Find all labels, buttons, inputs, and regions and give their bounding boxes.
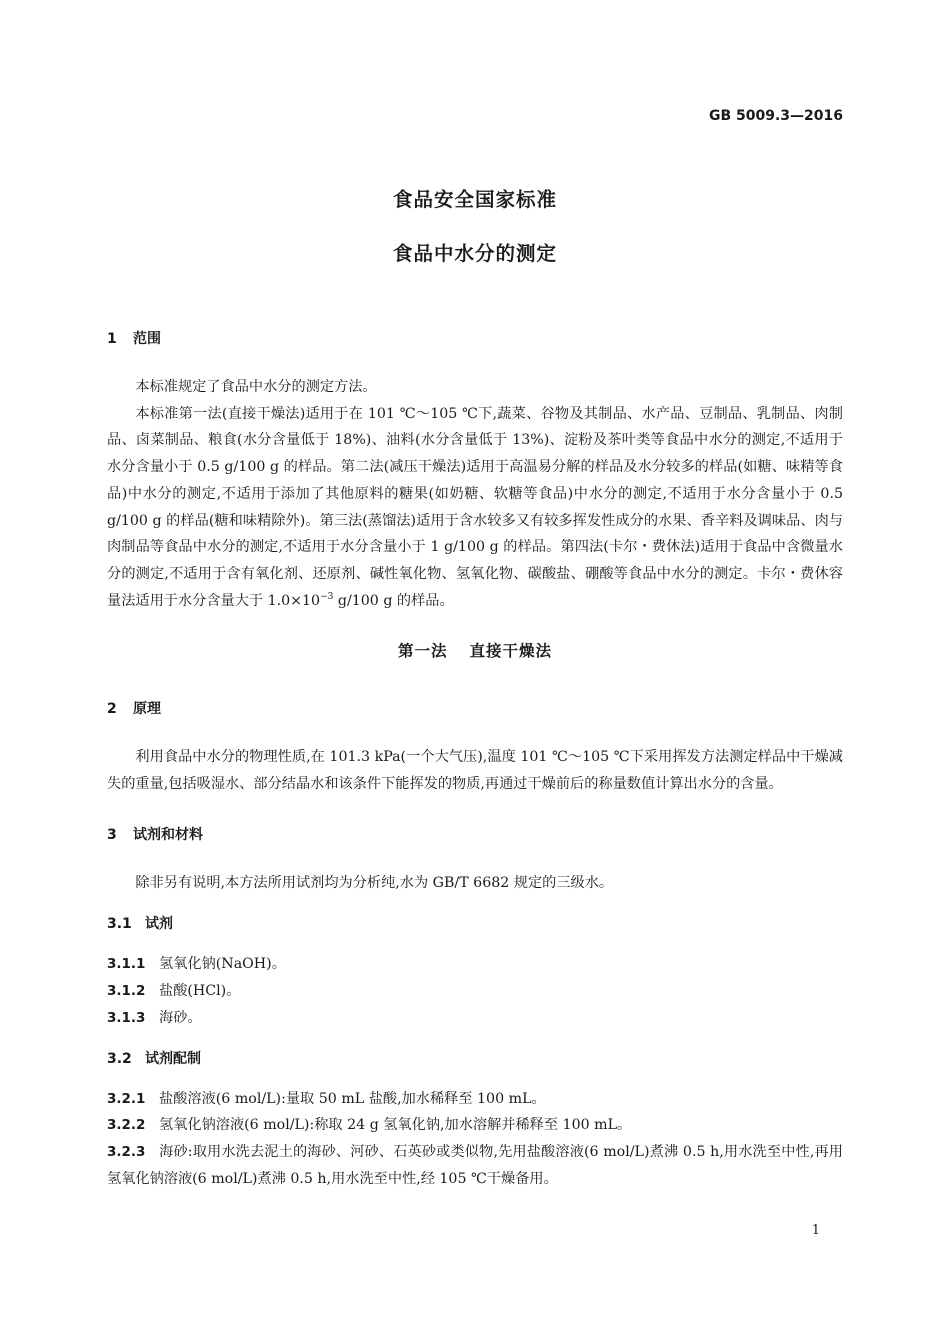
section-title: 原理	[133, 701, 161, 718]
exponent: −3	[320, 591, 334, 602]
section-2-paragraph: 利用食品中水分的物理性质,在 101.3 kPa(一个大气压),温度 101 ℃～105 ℃下采用挥发方法测定样品中干燥减失的重量,包括吸湿水、部分结晶水和该条件下能挥发的物质,再通过干燥前后的称量数值计算出水分的含量。	[107, 749, 843, 793]
document-title-line1: 食品安全国家标准	[392, 188, 557, 211]
document-title-line2: 食品中水分的测定	[392, 242, 557, 265]
subsection-number: 3.2	[107, 1050, 132, 1067]
section-number: 2	[107, 701, 117, 718]
subsection-3-2-heading	[107, 1046, 843, 1072]
page-number: 1	[811, 1223, 820, 1238]
method-number: 第一法	[397, 642, 448, 661]
method-1-title	[107, 638, 843, 664]
standard-code: GB 5009.3—2016	[708, 108, 843, 124]
subsection-3-1-heading	[107, 911, 843, 937]
list-item: 3.2.2 氢氧化钠溶液(6 mol/L):称取 24 g 氢氧化钠,加水溶解并稀释至 100 mL。	[107, 1117, 632, 1134]
reagent-list	[107, 951, 843, 1031]
section-title: 试剂和材料	[133, 826, 203, 843]
method-name: 直接干燥法	[469, 642, 553, 661]
section-1-paragraph-1: 本标准规定了食品中水分的测定方法。	[135, 379, 377, 395]
subsection-number: 3.1	[107, 916, 132, 933]
section-title: 范围	[133, 331, 161, 347]
section-2-heading	[107, 696, 843, 722]
list-item: 3.1.1 氢氧化钠(NaOH)。	[107, 956, 286, 973]
reagent-preparation-list	[107, 1086, 843, 1193]
section-number: 1	[107, 331, 117, 347]
section-3-heading	[107, 822, 843, 848]
list-item: 3.2.1 盐酸溶液(6 mol/L):量取 50 mL 盐酸,加水稀释至 100 mL。	[107, 1090, 546, 1107]
section-1-heading	[107, 326, 843, 352]
list-item: 3.1.2 盐酸(HCl)。	[107, 983, 241, 1000]
list-item: 3.1.3 海砂。	[107, 1009, 202, 1026]
subsection-title: 试剂	[145, 916, 173, 933]
subsection-title: 试剂配制	[145, 1050, 201, 1067]
paragraph-tail: g/100 g 的样品。	[333, 592, 454, 609]
section-1-paragraph-2	[107, 401, 843, 615]
section-3-paragraph: 除非另有说明,本方法所用试剂均为分析纯,水为 GB/T 6682 规定的三级水。	[135, 874, 614, 891]
paragraph-text: 本标准第一法(直接干燥法)适用于在 101 ℃～105 ℃下,蔬菜、谷物及其制品、水产品、豆制品、乳制品、肉制品、卤菜制品、粮食(水分含量低于 18%)、油料(水分含量低于 13%)、淀粉及茶叶类等食品中水分的测定,不适用于水分含量小于 0.5 g/100 g 的样品。第二法(减压干燥法)适用于高温易分解的样品及水分较多的样品(如糖、味精等食品)中水分的测定,不适用于添加了其他原料的糖果(如奶糖、软糖等食品)中水分的测定,不适用于水分含量小于 0.5 g/100 g 的样品(糖和味精除外)。第三法(蒸馏法)适用于含水较多又有较多挥发性成分的水果、香辛料及调味品、肉与肉制品等食品中水分的测定,不适用于水分含量小于 1 g/100 g 的样品。第四法(卡尔・费休法)适用于食品中含微量水分的测定,不适用于含有氧化剂、还原剂、碱性氧化物、氢氧化物、碳酸盐、硼酸等食品中水分的测定。卡尔・费休容量法适用于水分含量大于 1.0×10	[107, 405, 843, 609]
section-number: 3	[107, 826, 117, 843]
list-item: 3.2.3 海砂:取用水洗去泥土的海砂、河砂、石英砂或类似物,先用盐酸溶液(6 mol/L)煮沸 0.5 h,用水洗至中性,再用氢氧化钠溶液(6 mol/L)煮沸 0.5 h,用水洗至中性,经 105 ℃干燥备用。	[107, 1143, 843, 1187]
